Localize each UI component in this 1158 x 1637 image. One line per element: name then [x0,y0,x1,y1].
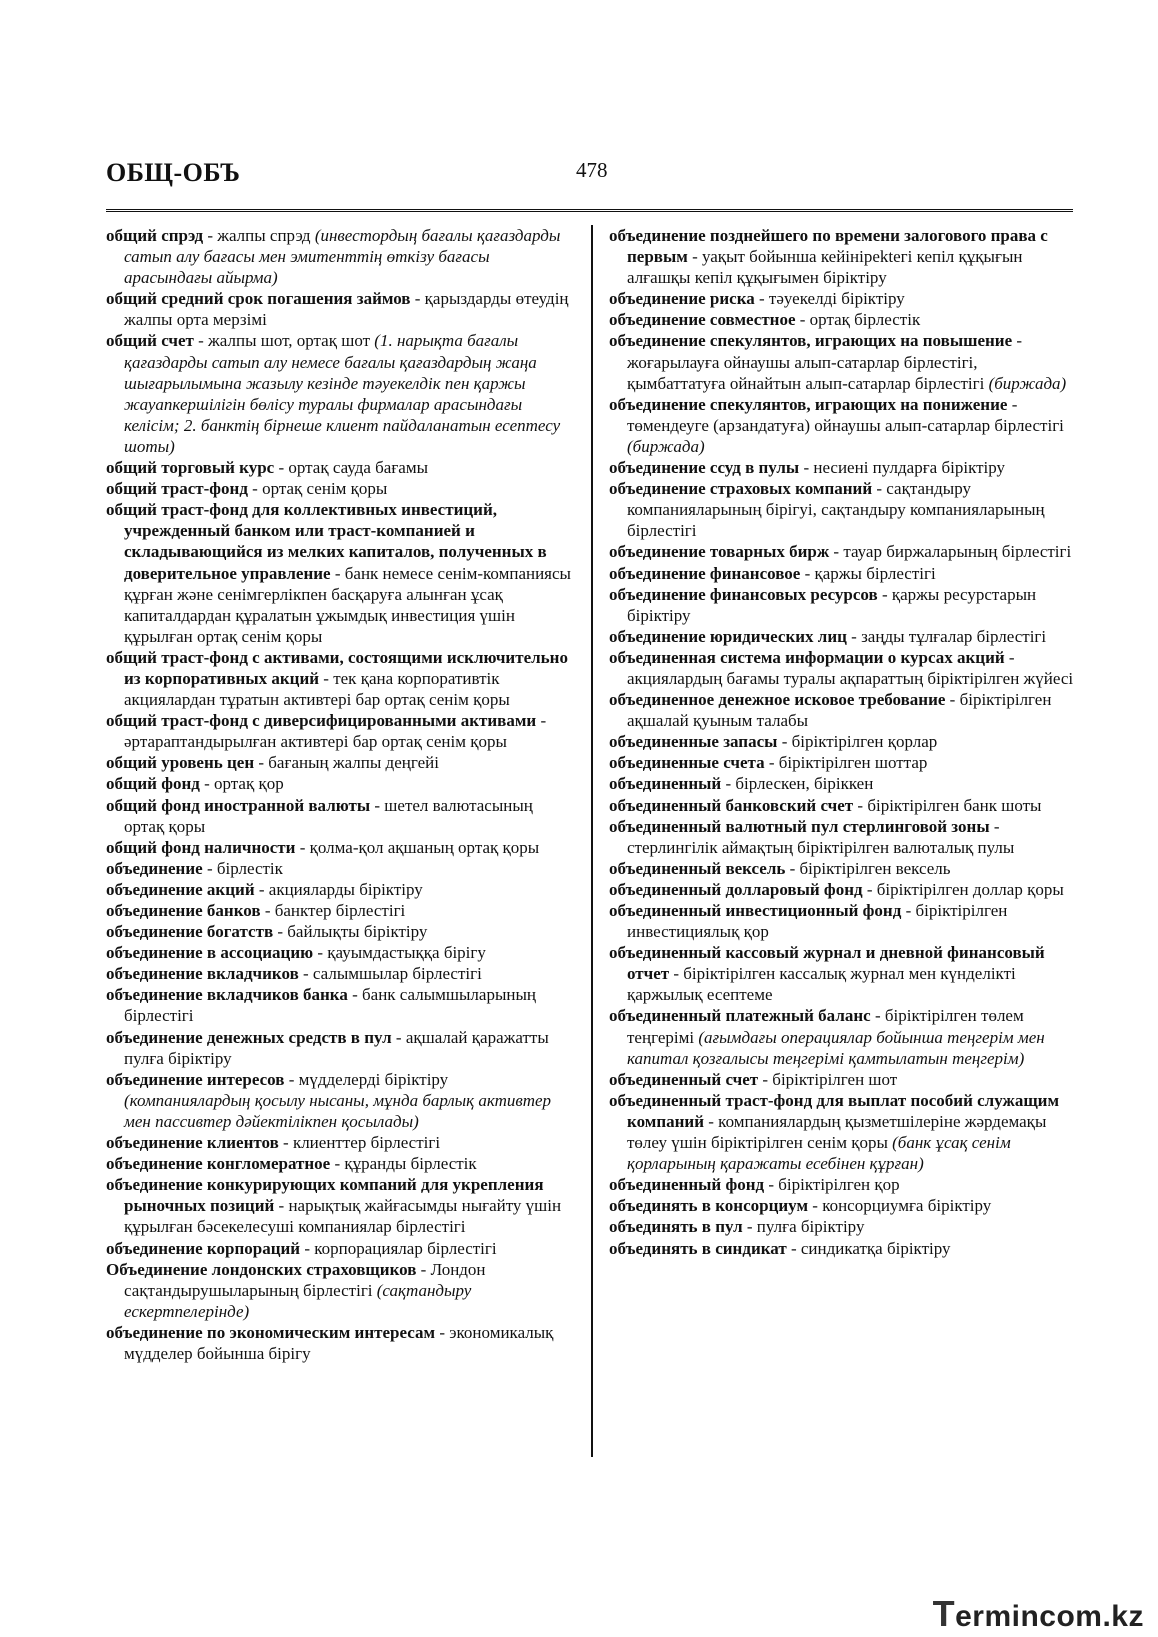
entry-term: объединенный валютный пул стерлинговой зоны [609,816,990,836]
entry-translation: - біріктірілген қор [764,1175,900,1195]
entry-translation: - ақшалай қаражатты пулға біріктіру [124,1027,549,1068]
entry-translation: - стерлингілік аймақтың біріктірілген валюталық пулы [627,816,1015,857]
entry-term: объединенный траст-фонд для выплат пособий служащим компаний [609,1090,1060,1131]
entry-translation: - біріктірілген төлем теңгерімі [627,1006,1024,1047]
entry-term: объединение риска [609,289,755,309]
entry-translation: - тауар биржаларының бірлестігі [829,542,1072,562]
dictionary-entry [609,1090,1077,1174]
dictionary-entry [106,773,576,794]
entry-translation: - заңды тұлғалар бірлестігі [846,626,1047,646]
entry-term: объединение банков [106,901,261,920]
dictionary-entry [106,1238,576,1259]
dictionary-entry [106,837,576,858]
dictionary-entry [106,647,576,710]
entry-translation: - ортақ бірлестік [795,310,921,330]
dictionary-entry [106,752,576,773]
dictionary-entry [609,816,1077,858]
entry-term: объединять в консорциум [609,1196,809,1216]
entry-translation: - мүдделерді біріктіру [284,1069,449,1089]
dictionary-entry [609,1216,1077,1237]
dictionary-entry [609,309,1077,330]
entry-translation: - біріктірілген банк шоты [853,795,1042,815]
entry-translation: - қаржы бірлестігі [800,563,936,583]
dictionary-entry [106,1174,576,1237]
entry-translation: - акциялардың бағамы туралы ақпараттың біріктірілген жүйесі [627,647,1074,688]
dictionary-entry [106,499,576,647]
entry-translation: - жоғарылауға ойнаушы алып-сатарлар бірлестігі, қымбаттатуға ойнайтын алып-сатарлар бірлестігі [627,331,1023,393]
entry-term: объединение товарных бирж [609,542,830,562]
entry-note: (сақтандыру ескертпелерінде) [124,1280,472,1321]
entry-term: объединение позднейшего по времени залогового права с первым [609,226,1048,267]
entry-term: общий траст-фонд с диверсифицированными активами [106,711,537,731]
dictionary-entry [609,1195,1077,1216]
entry-term: Объединение лондонских страховщиков [106,1259,417,1279]
entry-term: объединенная система информации о курсах акций [609,647,1005,667]
entry-translation: - қолма-қол ақшаның ортақ қоры [295,837,540,857]
entry-translation: - консорциумға біріктіру [808,1196,992,1216]
entry-translation: - қаржы ресурстарын біріктіру [627,584,1037,625]
entry-translation: - банк салымшыларының бірлестігі [124,985,536,1026]
entry-term: объединение совместное [609,310,796,330]
entry-translation: - сақтандыру компанияларының бірігуі, сақтандыру компанияларының бірлестігі [627,479,1045,541]
entry-translation: - біріктірілген шот [758,1069,898,1089]
entry-term: объединение интересов [106,1069,285,1089]
dictionary-entry [609,330,1077,393]
entry-translation: - компаниялардың қызметшілеріне жәрдемақы төлеу үшін біріктірілген сенім қоры [627,1111,1047,1153]
dictionary-entry [609,457,1077,478]
entry-term: объединение богатств [106,922,274,942]
entry-term: объединение страховых компаний [609,479,873,499]
entry-translation: - пулға біріктіру [742,1217,865,1237]
dictionary-entry [106,879,576,900]
entry-translation: - құранды бірлестік [330,1154,477,1174]
dictionary-entry [609,689,1077,731]
dictionary-entry [609,647,1077,689]
entry-term: объединение ссуд в пулы [609,458,800,478]
entry-term: объединенный счет [609,1069,759,1089]
entry-term: объединенный [609,774,722,794]
entry-translation: - акцияларды біріктіру [254,879,423,899]
entry-translation: - қауымдастыққа бірігу [313,943,486,963]
entry-term: объединение вкладчиков [106,964,299,984]
entry-term: объединение юридических лиц [609,626,847,646]
dictionary-entry [106,330,576,457]
page-number: 478 [576,158,608,182]
dictionary-entry [609,288,1077,309]
dictionary-entry [106,1069,576,1132]
dictionary-entry [609,900,1077,942]
dictionary-entry [106,963,576,984]
entry-translation: - экономикалық мүдделер бойынша бірігу [124,1322,554,1363]
entry-term: общий счет [106,331,194,351]
dictionary-entry [106,1259,576,1322]
entry-translation: - бірлескен, біріккен [721,774,874,794]
entry-translation: - клиенттер бірлестігі [278,1133,441,1153]
entry-translation: - корпорациялар бірлестігі [300,1238,497,1258]
entry-term: объединенный долларовый фонд [609,879,863,899]
column-divider [591,225,593,1457]
entry-term: объединение вкладчиков банка [106,985,348,1005]
entry-term: общий траст-фонд с активами, состоящими исключительно из корпоративных акций [106,647,568,688]
entry-term: общий уровень цен [106,753,255,773]
entry-translation: - тәуекелді біріктіру [754,289,905,309]
entry-term: объединять в синдикат [609,1238,787,1258]
dictionary-entry [609,225,1077,288]
entry-translation: - ортақ сенім қоры [247,479,388,499]
dictionary-entry [609,541,1077,562]
entry-term: объединенный банковский счет [609,795,854,815]
entry-note: (компаниялардың қосылу нысаны, мұнда барлық активтер мен пассивтер дәйектілікпен қосылады) [124,1090,552,1131]
entry-term: объединение конгломератное [106,1154,331,1174]
page-header [106,158,1073,208]
entry-term: объединение финансовых ресурсов [609,584,878,604]
entry-term: объединенный кассовый журнал и дневной финансовый отчет [609,943,1045,984]
entry-term: общий средний срок погашения займов [106,289,411,309]
dictionary-entry [106,858,576,879]
left-column [106,225,576,1364]
dictionary-entry [106,900,576,921]
dictionary-entry [106,795,576,837]
dictionary-entry [609,879,1077,900]
dictionary-entry [609,942,1077,1005]
dictionary-entry [106,457,576,478]
entry-note: (банк ұсақ сенім қорларының қаражаты есебінен құрған) [627,1133,1011,1174]
watermark-first-letter: T [932,1593,956,1634]
entry-term: объединенное денежное исковое требование [609,690,946,710]
entry-note: (ағымдағы операциялар бойынша теңгерім мен капитал қозғалысы теңгерімі қамтылатын теңгерім) [627,1027,1045,1068]
dictionary-entry [106,225,576,288]
entry-term: объединенный инвестиционный фонд [609,901,902,920]
dictionary-entry [609,773,1077,794]
entry-note: (биржада) [988,373,1067,393]
entry-term: общий фонд [106,774,200,794]
dictionary-entry [106,1322,576,1364]
entry-term: объединение корпораций [106,1238,301,1258]
header-rule [106,209,1073,212]
dictionary-entry [609,478,1077,541]
entry-translation: - жалпы шот, ортақ шот [193,331,375,351]
entry-translation: - банктер бірлестігі [260,901,406,920]
dictionary-entry [106,942,576,963]
entry-term: объединенный вексель [609,858,786,878]
entry-note: (инвестордың бағалы қағаздарды сатып алу бағасы мен эмитенттің өткізу бағасы арасындағы айырма) [124,226,561,288]
dictionary-entry [609,1069,1077,1090]
entry-note: (1. нарықта бағалы қағаздарды сатып алу немесе бағалы қағаздардың жаңа шығарылымына жазылу кезінде тәуекелдік пен қаржы жауапкершілігін бөлісу туралы фирмалар арасындағы келісім; 2. банктің бірнеше клиент пайдаланатын есептесу шоты) [124,331,561,456]
entry-term: общий фонд наличности [106,837,296,857]
entry-term: общий спрэд [106,226,204,245]
entry-translation: - біріктірілген вексель [785,858,951,878]
dictionary-entry [609,1005,1077,1068]
entry-translation: - бағаның жалпы деңгейі [254,753,439,773]
entry-term: общий торговый курс [106,458,275,478]
entry-translation: - жалпы спрэд [203,226,315,245]
entry-term: объединение по экономическим интересам [106,1322,436,1342]
entry-translation: - тек қана корпоративтік акциялардан тұратын активтері бар ортақ сенім қоры [124,668,510,710]
entry-term: объединенный платежный баланс [609,1006,871,1026]
entry-translation: - ортақ сауда бағамы [274,458,429,478]
dictionary-entry [609,394,1077,457]
entry-note: (биржада) [627,436,705,456]
dictionary-entry [609,731,1077,752]
entry-translation: - біріктірілген шоттар [764,753,928,773]
entry-term: объединенные счета [609,753,765,773]
dictionary-entry [106,288,576,330]
dictionary-entry [609,563,1077,584]
entry-term: общий траст-фонд [106,479,248,499]
entry-term: объединение денежных средств в пул [106,1027,392,1047]
entry-translation: - қарыздарды өтеудің жалпы орта мерзімі [124,289,569,330]
entry-term: общий траст-фонд для коллективных инвестиций, учрежденный банком или траст-компанией и складывающийся из мелких капиталов, полученных в доверительное управление [106,500,547,583]
entry-translation: - біріктірілген қорлар [777,732,938,752]
right-column [609,225,1077,1259]
site-watermark [933,1593,1144,1635]
dictionary-entry [106,1132,576,1153]
entry-translation: - ортақ қор [199,774,284,794]
entry-term: объединение спекулянтов, играющих на повышение [609,331,1013,351]
entry-term: объединение в ассоциацию [106,943,314,963]
entry-term: общий фонд иностранной валюты [106,795,371,815]
entry-translation: - шетел валютасының ортақ қоры [124,795,533,836]
dictionary-entry [106,1153,576,1174]
entry-translation: - уақыт бойынша кейінірektегі кепіл құқығын алғашқы кепіл құқығымен біріктіру [627,247,1023,288]
entry-translation: - біріктірілген кассалық журнал мен күнделікті қаржылық есептеме [627,964,1016,1005]
entry-term: объединенные запасы [609,732,778,752]
entry-translation: - біріктірілген доллар қоры [862,879,1064,899]
entry-term: объединение акций [106,879,255,899]
dictionary-entry [609,858,1077,879]
section-title: ОБЩ-ОБЪ [106,158,241,187]
dictionary-entry [106,921,576,942]
dictionary-entry [106,478,576,499]
entry-term: объединение спекулянтов, играющих на понижение [609,394,1008,414]
entry-term: объединение конкурирующих компаний для укрепления рыночных позиций [106,1175,544,1216]
dictionary-entry [106,1027,576,1069]
entry-translation: - Лондон сақтандырушыларының бірлестігі [124,1259,486,1300]
entry-term: объединять в пул [609,1217,743,1237]
entry-translation: - төмендеуге (арзандатуға) ойнаушы алып-сатарлар бірлестігі [627,394,1064,435]
entry-translation: - байлықты біріктіру [273,922,428,942]
entry-translation: - банк немесе сенім-компаниясы құрған және сенімгерлікпен басқаруға алынған ұсақ капиталдардан құралатын ұжымдық инвестиция үшін құрылған ортақ сенім қоры [124,563,571,646]
entry-translation: - салымшылар бірлестігі [298,964,482,984]
entry-translation: - біріктірілген ақшалай қуыным талабы [627,690,1052,731]
dictionary-entry [106,984,576,1026]
watermark-rest: ermincom.kz [955,1600,1144,1633]
entry-translation: - синдикатқа біріктіру [786,1238,951,1258]
entry-translation: - нарықтық жайғасымды нығайту үшін құрылған бәсекелесуші компаниялар бірлестігі [124,1196,562,1237]
entry-term: объединение клиентов [106,1133,279,1153]
dictionary-entry [609,626,1077,647]
entry-translation: - әртараптандырылған активтері бар ортақ сенім қоры [124,711,547,752]
entry-term: объединение финансовое [609,563,801,583]
dictionary-entry [609,795,1077,816]
dictionary-entry [609,1174,1077,1195]
entry-term: объединение [106,858,203,878]
dictionary-entry [106,710,576,752]
dictionary-entry [609,1238,1077,1259]
entry-translation: - несиені пулдарға біріктіру [799,458,1006,478]
entry-term: объединенный фонд [609,1175,765,1195]
dictionary-entry [609,752,1077,773]
dictionary-entry [609,584,1077,626]
entry-translation: - бірлестік [202,858,283,878]
entry-translation: - біріктірілген инвестициялық қор [627,901,1008,942]
